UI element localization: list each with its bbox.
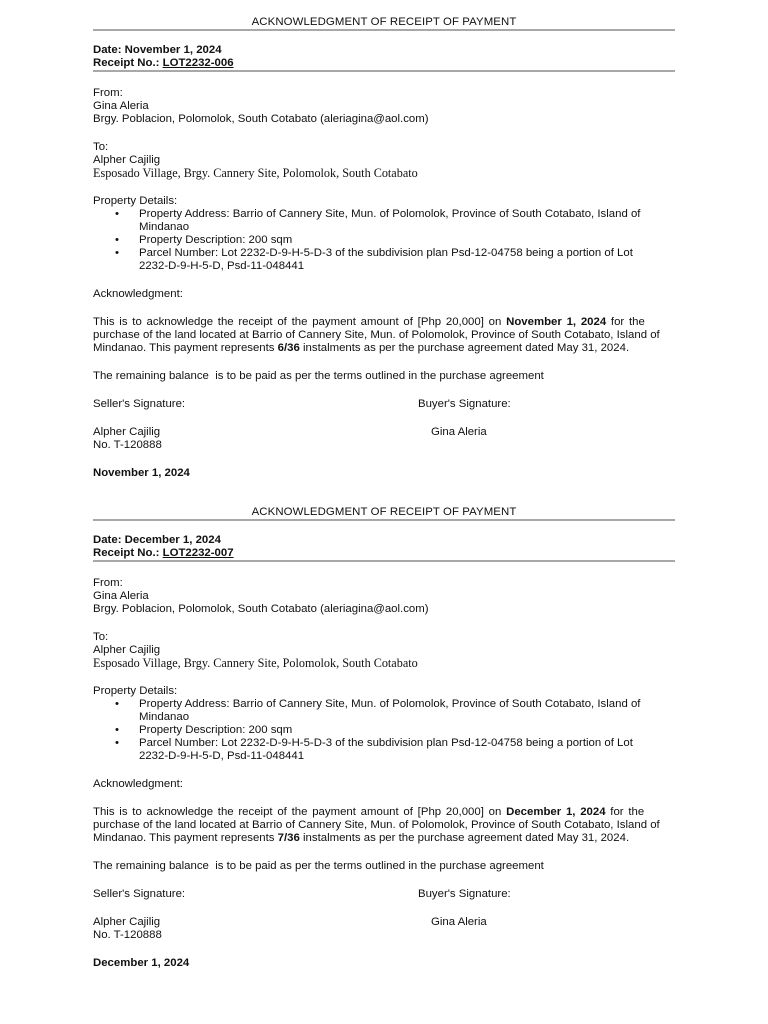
to-address: Esposado Village, Brgy. Cannery Site, Polomolok, South Cotabato [93, 656, 418, 670]
buyer-signature-label: Buyer's Signature: [418, 398, 511, 410]
to-label: To: [93, 141, 109, 153]
property-description: Property Description: 200 sqm [139, 234, 293, 246]
ack-text: purchase of the land located at Barrio of Cannery Site, Mun. of Polomolok, Province of South Cotabato, Island of [93, 819, 660, 831]
ack-text: instalments as per the purchase agreement dated May 31, 2024. [299, 342, 630, 354]
ack-text: for the [605, 806, 645, 818]
seller-signature-label: Seller's Signature: [93, 398, 186, 410]
receipt-number: LOT2232-007 [162, 547, 234, 559]
seller-signature-label: Seller's Signature: [93, 888, 186, 900]
buyer-name: Gina Aleria [431, 916, 487, 928]
property-label: Property Details: [93, 685, 178, 697]
to-name: Alpher Cajilig [93, 154, 161, 166]
from-address: Brgy. Poblacion, Polomolok, South Cotabato (aleriagina@aol.com) [93, 603, 429, 615]
bullet-icon: • [115, 724, 119, 736]
date-label: Date: [93, 534, 125, 546]
seller-id: No. T-120888 [93, 439, 162, 451]
signature-labels [93, 398, 675, 411]
to-address: Esposado Village, Brgy. Cannery Site, Polomolok, South Cotabato [93, 166, 418, 180]
buyer-signature-label: Buyer's Signature: [418, 888, 511, 900]
signature-labels [93, 888, 675, 901]
property-section [93, 195, 675, 273]
acknowledgment-section [93, 288, 675, 301]
bullet-icon: • [115, 698, 119, 710]
ack-text: Mindanao. This payment represents [93, 342, 278, 354]
acknowledgment-paragraph [93, 806, 675, 845]
from-name: Gina Aleria [93, 590, 149, 602]
buyer-name: Gina Aleria [431, 426, 487, 438]
property-address-line-1: Property Address: Barrio of Cannery Site, Mun. of Polomolok, Province of South Cotabato, Island of [139, 208, 641, 220]
ack-payment-date: November 1, 2024 [506, 316, 607, 328]
list-item [93, 698, 675, 724]
title-rule [93, 29, 675, 31]
property-address-line-2: Mindanao [139, 711, 190, 723]
property-details-list [93, 698, 675, 763]
bullet-icon: • [115, 208, 119, 220]
acknowledgment-paragraph [93, 316, 675, 355]
from-label: From: [93, 87, 123, 99]
list-item [93, 247, 675, 273]
acknowledgment-label: Acknowledgment: [93, 778, 183, 790]
receipt-number-label: Receipt No.: [93, 57, 163, 69]
receipt-title: ACKNOWLEDGMENT OF RECEIPT OF PAYMENT [251, 506, 517, 518]
to-label: To: [93, 631, 109, 643]
remaining-balance-text: The remaining balance is to be paid as per the terms outlined in the purchase agreement [93, 370, 544, 382]
ack-text: Mindanao. This payment represents [93, 832, 278, 844]
acknowledgment-section [93, 778, 675, 791]
to-section [93, 631, 675, 670]
instalment-count: 7/36 [277, 832, 300, 844]
instalment-count: 6/36 [277, 342, 300, 354]
receipt-date: November 1, 2024 [124, 44, 222, 56]
receipt-date: December 1, 2024 [124, 534, 221, 546]
ack-text: purchase of the land located at Barrio of Cannery Site, Mun. of Polomolok, Province of South Cotabato, Island of [93, 329, 660, 341]
to-section [93, 141, 675, 180]
list-item [93, 724, 675, 737]
property-section [93, 685, 675, 763]
parcel-number-line-1: Parcel Number: Lot 2232-D-9-H-5-D-3 of the subdivision plan Psd-12-04758 being a portion of Lot [139, 247, 633, 259]
bullet-icon: • [115, 247, 119, 259]
list-item [93, 234, 675, 247]
seller-name: Alpher Cajilig [93, 916, 161, 928]
seller-name: Alpher Cajilig [93, 426, 161, 438]
bullet-icon: • [115, 234, 119, 246]
receipt-december [93, 505, 675, 970]
to-name: Alpher Cajilig [93, 644, 161, 656]
from-section [93, 577, 675, 616]
receipt-november [93, 15, 675, 480]
property-address-line-1: Property Address: Barrio of Cannery Site, Mun. of Polomolok, Province of South Cotabato, Island of [139, 698, 641, 710]
ack-text: This is to acknowledge the receipt of the payment amount of [Php 20,000] on [93, 316, 507, 328]
receipt-number: LOT2232-006 [162, 57, 234, 69]
receipt-header [93, 534, 675, 560]
acknowledgment-label: Acknowledgment: [93, 288, 183, 300]
footer-date: December 1, 2024 [93, 957, 190, 969]
receipt-title: ACKNOWLEDGMENT OF RECEIPT OF PAYMENT [251, 16, 517, 28]
signature-names [93, 426, 675, 439]
receipt-header [93, 44, 675, 70]
title-rule [93, 519, 675, 521]
property-description: Property Description: 200 sqm [139, 724, 293, 736]
parcel-number-line-1: Parcel Number: Lot 2232-D-9-H-5-D-3 of the subdivision plan Psd-12-04758 being a portion of Lot [139, 737, 633, 749]
header-rule [93, 560, 675, 562]
property-address-line-2: Mindanao [139, 221, 190, 233]
from-name: Gina Aleria [93, 100, 149, 112]
footer-date: November 1, 2024 [93, 467, 190, 479]
header-rule [93, 70, 675, 72]
from-section [93, 87, 675, 126]
parcel-number-line-2: 2232-D-9-H-5-D, Psd-11-048441 [139, 260, 305, 272]
ack-payment-date: December 1, 2024 [506, 806, 606, 818]
property-label: Property Details: [93, 195, 178, 207]
receipt-number-label: Receipt No.: [93, 547, 163, 559]
seller-id: No. T-120888 [93, 929, 162, 941]
property-details-list [93, 208, 675, 273]
ack-text: for the [606, 316, 645, 328]
list-item [93, 208, 675, 234]
signature-names [93, 916, 675, 929]
from-label: From: [93, 577, 123, 589]
from-address: Brgy. Poblacion, Polomolok, South Cotabato (aleriagina@aol.com) [93, 113, 429, 125]
list-item [93, 737, 675, 763]
ack-text: This is to acknowledge the receipt of the payment amount of [Php 20,000] on [93, 806, 507, 818]
remaining-balance-text: The remaining balance is to be paid as per the terms outlined in the purchase agreement [93, 860, 544, 872]
bullet-icon: • [115, 737, 119, 749]
parcel-number-line-2: 2232-D-9-H-5-D, Psd-11-048441 [139, 750, 305, 762]
date-label: Date: [93, 44, 125, 56]
ack-text: instalments as per the purchase agreement dated May 31, 2024. [299, 832, 630, 844]
